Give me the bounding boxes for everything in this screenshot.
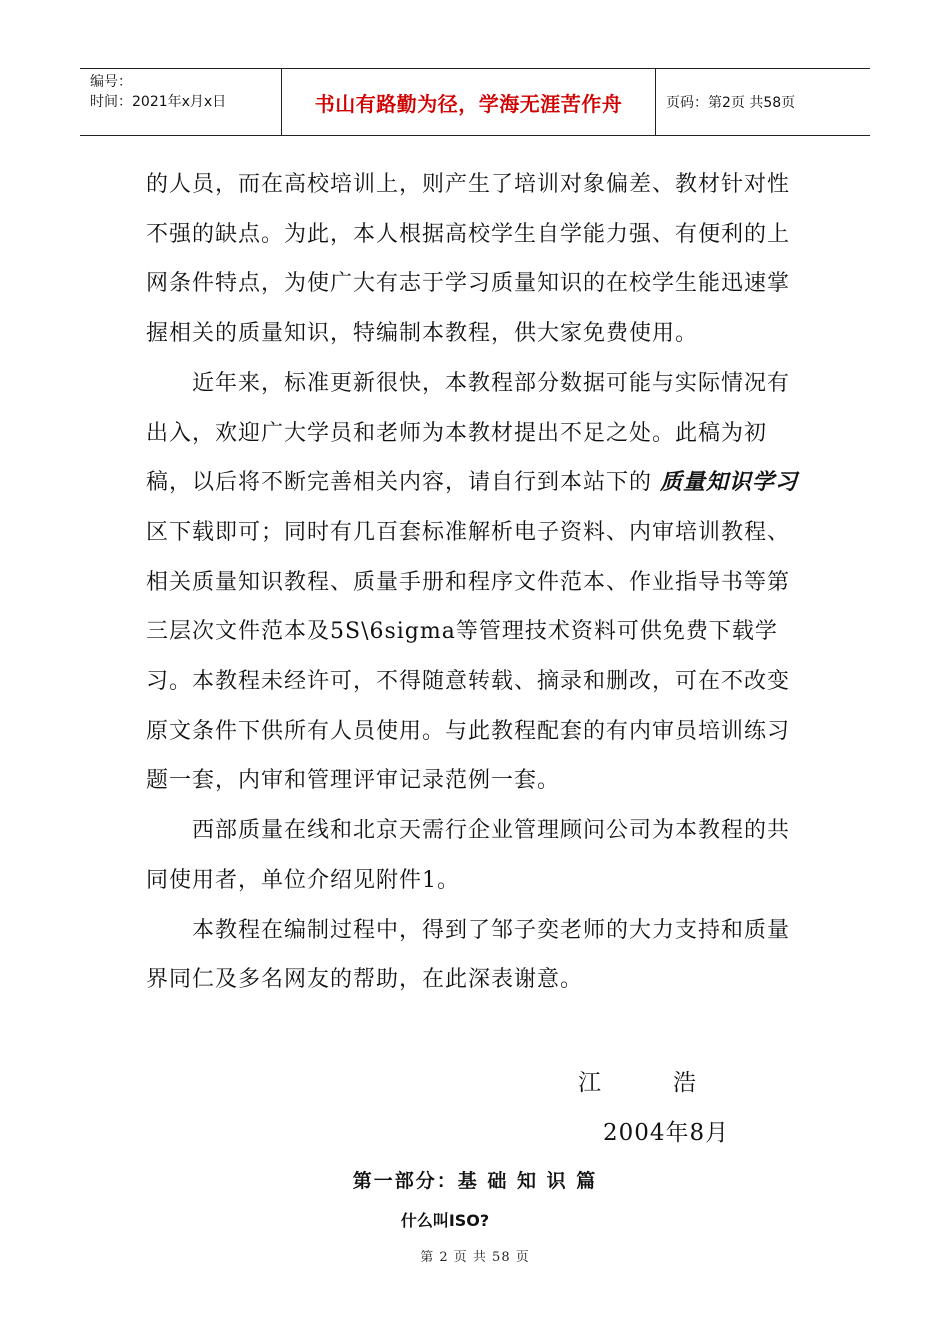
document-time-label: 时间：2021年x月x日 <box>90 94 227 110</box>
paragraph-1: 的人员，而在高校培训上，则产生了培训对象偏差、教材针对性不强的缺点。为此，本人根据高校学生自学能力强、有便利的上网条件特点，为使广大有志于学习质量知识的在校学生能迅速掌握相关的质量知识，特编制本教程，供大家免费使用。 <box>146 172 791 347</box>
signature-date: 2004年8月 <box>603 1120 730 1146</box>
header-meta-cell <box>80 69 282 135</box>
header-motto: 书山有路勤为径，学海无涯苦作舟 <box>282 69 656 135</box>
paragraph-2-text-b: 区下载即可；同时有几百套标准解析电子资料、内审培训教程、相关质量知识教程、质量手册和程序文件范本、作业指导书等第三层次文件范本及5S\6sigma等管理技术资料可供免费下载学习。本教程未经许可，不得随意转载、摘录和删改，可在不改变原文条件下供所有人员使用。与此教程配套的有内审员培训练习题一套，内审和管理评审记录范例一套。 <box>146 519 791 794</box>
paragraph-2-text-a: 近年来，标准更新很快，本教程部分数据可能与实际情况有出入，欢迎广大学员和老师为本教材提出不足之处。此稿为初稿，以后将不断完善相关内容，请自行到本站下的 <box>146 370 791 496</box>
page-footer: 第 2 页 共 58 页 <box>420 1250 530 1265</box>
paragraph-3: 西部质量在线和北京天需行企业管理顾问公司为本教程的共同使用者，单位介绍见附件1。 <box>146 818 791 893</box>
part-title: 第一部分：基 础 知 识 篇 <box>352 1170 598 1192</box>
paragraph-4: 本教程在编制过程中，得到了邹子奕老师的大力支持和质量界同仁及多名网友的帮助，在此深表谢意。 <box>146 917 791 993</box>
page-header <box>80 68 870 136</box>
quality-knowledge-link[interactable]: 质量知识学习 <box>660 470 799 496</box>
author-signature <box>578 1064 698 1097</box>
header-page-info: 页码：第2页 共58页 <box>666 95 796 111</box>
author-surname: 江 <box>578 1070 603 1096</box>
author-given-name: 浩 <box>673 1070 698 1096</box>
document-number-label: 编号： <box>90 74 132 90</box>
paragraph-2 <box>146 359 806 806</box>
document-body <box>146 160 806 1005</box>
section-question: 什么叫ISO? <box>400 1211 490 1230</box>
